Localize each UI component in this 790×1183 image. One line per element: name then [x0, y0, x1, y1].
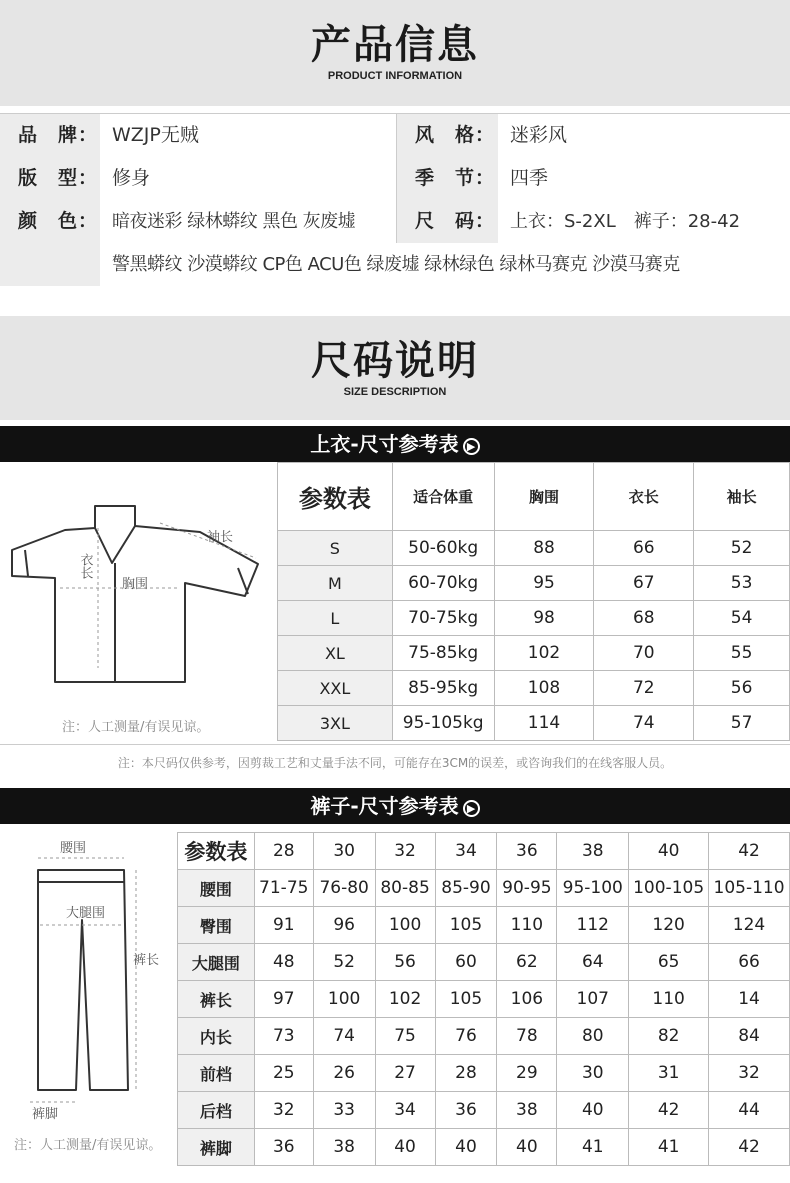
table-header: 28: [254, 833, 313, 870]
table-cell: S: [278, 531, 393, 566]
table-cell: L: [278, 601, 393, 636]
table-cell: 60-70kg: [392, 566, 494, 601]
table-cell: 62: [497, 944, 557, 981]
pants-size-bar-label: 裤子-尺寸参考表: [310, 794, 459, 818]
table-cell: 78: [497, 1018, 557, 1055]
illu-thigh-label: 大腿围: [66, 906, 106, 921]
table-cell: 前档: [178, 1055, 255, 1092]
table-cell: 14: [709, 981, 790, 1018]
table-cell: 68: [594, 601, 694, 636]
table-cell: 120: [629, 907, 709, 944]
table-cell: 114: [494, 706, 594, 741]
table-cell: 80: [557, 1018, 629, 1055]
info-row: [0, 114, 790, 157]
table-cell: 91: [254, 907, 313, 944]
illu-pants-length-label: 裤长: [133, 953, 160, 968]
table-row: [278, 671, 790, 706]
table-cell: 40: [557, 1092, 629, 1129]
table-cell: 105-110: [709, 870, 790, 907]
table-cell: 40: [375, 1129, 435, 1166]
table-row: [278, 601, 790, 636]
info-label: 风 格：: [396, 114, 498, 157]
table-cell: 102: [494, 636, 594, 671]
product-info-subtitle: PRODUCT INFORMATION: [327, 70, 463, 82]
table-cell: XL: [278, 636, 393, 671]
table-cell: 105: [435, 981, 497, 1018]
info-label: 季 节：: [396, 157, 498, 200]
table-header-row: [178, 833, 790, 870]
table-cell: 60: [435, 944, 497, 981]
product-info-title: 产品信息: [311, 22, 479, 68]
table-cell: 56: [375, 944, 435, 981]
table-cell: 110: [629, 981, 709, 1018]
table-cell: 76: [435, 1018, 497, 1055]
table-cell: 64: [557, 944, 629, 981]
table-row: [178, 1018, 790, 1055]
info-value: WZJP无贼: [100, 114, 396, 157]
table-cell: 40: [435, 1129, 497, 1166]
table-cell: 70-75kg: [392, 601, 494, 636]
table-header-row: [278, 463, 790, 531]
info-label: 版 型：: [0, 157, 100, 200]
table-cell: 70: [594, 636, 694, 671]
table-cell: 裤长: [178, 981, 255, 1018]
table-cell: 27: [375, 1055, 435, 1092]
table-header: 36: [497, 833, 557, 870]
table-cell: 42: [629, 1092, 709, 1129]
table-row: [178, 944, 790, 981]
info-label: 尺 码：: [396, 200, 498, 243]
table-cell: 大腿围: [178, 944, 255, 981]
table-cell: 25: [254, 1055, 313, 1092]
table-header: 34: [435, 833, 497, 870]
info-value: 迷彩风: [498, 114, 790, 157]
top-size-table: [277, 462, 790, 741]
table-cell: 36: [254, 1129, 313, 1166]
table-cell: 97: [254, 981, 313, 1018]
table-row: [178, 1129, 790, 1166]
table-cell: 38: [313, 1129, 375, 1166]
illu-length-label: 衣长: [77, 553, 93, 579]
table-row: [278, 566, 790, 601]
divider: [0, 744, 790, 745]
table-cell: 臀围: [178, 907, 255, 944]
info-label: 颜 色：: [0, 200, 100, 243]
table-header: 参数表: [278, 463, 393, 531]
table-cell: 3XL: [278, 706, 393, 741]
table-cell: 36: [435, 1092, 497, 1129]
table-cell: 80-85: [375, 870, 435, 907]
table-row: [278, 531, 790, 566]
table-cell: 40: [497, 1129, 557, 1166]
size-desc-title: 尺码说明: [311, 338, 479, 384]
top-footnote: 注：本尺码仅供参考，因剪裁工艺和丈量手法不同，可能存在3CM的误差，或咨询我们的在线客服人员。: [117, 756, 673, 770]
table-cell: 74: [594, 706, 694, 741]
table-cell: 95-105kg: [392, 706, 494, 741]
table-cell: 74: [313, 1018, 375, 1055]
table-cell: 96: [313, 907, 375, 944]
info-label-empty: [0, 243, 100, 286]
table-row: [178, 1055, 790, 1092]
circle-arrow-right-icon: ▶: [463, 438, 480, 455]
table-cell: 55: [694, 636, 790, 671]
illu-hem-label: 裤脚: [32, 1107, 59, 1122]
table-cell: 33: [313, 1092, 375, 1129]
table-cell: 31: [629, 1055, 709, 1092]
table-cell: 110: [497, 907, 557, 944]
table-cell: 53: [694, 566, 790, 601]
table-cell: 75-85kg: [392, 636, 494, 671]
table-header: 衣长: [594, 463, 694, 531]
product-info-header: [0, 0, 790, 106]
illu-sleeve-label: 袖长: [207, 530, 234, 545]
info-value: 警黑蟒纹 沙漠蟒纹 CP色 ACU色 绿废墟 绿林绿色 绿林马赛克 沙漠马赛克: [100, 243, 790, 286]
table-cell: 41: [557, 1129, 629, 1166]
table-cell: 98: [494, 601, 594, 636]
table-cell: 48: [254, 944, 313, 981]
table-cell: 95-100: [557, 870, 629, 907]
info-row: [0, 243, 790, 286]
table-cell: 112: [557, 907, 629, 944]
table-cell: M: [278, 566, 393, 601]
info-row: [0, 157, 790, 200]
table-cell: 内长: [178, 1018, 255, 1055]
table-cell: 30: [557, 1055, 629, 1092]
info-value: 修身: [100, 157, 396, 200]
table-cell: 100: [375, 907, 435, 944]
table-row: [178, 870, 790, 907]
table-cell: 72: [594, 671, 694, 706]
jacket-illustration: [0, 468, 276, 708]
top-size-bar-label: 上衣-尺寸参考表: [310, 432, 459, 456]
table-cell: 66: [709, 944, 790, 981]
table-header: 胸围: [494, 463, 594, 531]
info-label: 品 牌：: [0, 114, 100, 157]
table-cell: 124: [709, 907, 790, 944]
pants-illu-note: 注：人工测量/有误见谅。: [14, 1138, 162, 1153]
table-cell: 66: [594, 531, 694, 566]
table-cell: 106: [497, 981, 557, 1018]
table-header: 参数表: [178, 833, 255, 870]
table-cell: 107: [557, 981, 629, 1018]
size-desc-subtitle: SIZE DESCRIPTION: [343, 386, 447, 398]
table-cell: 52: [694, 531, 790, 566]
table-cell: 32: [254, 1092, 313, 1129]
table-cell: 57: [694, 706, 790, 741]
table-cell: 71-75: [254, 870, 313, 907]
table-cell: XXL: [278, 671, 393, 706]
table-cell: 67: [594, 566, 694, 601]
table-cell: 100-105: [629, 870, 709, 907]
table-cell: 56: [694, 671, 790, 706]
top-illu-note: 注：人工测量/有误见谅。: [62, 720, 210, 735]
table-header: 38: [557, 833, 629, 870]
table-cell: 75: [375, 1018, 435, 1055]
table-cell: 29: [497, 1055, 557, 1092]
pants-size-bar: [0, 788, 790, 824]
circle-arrow-right-icon: ▶: [463, 800, 480, 817]
illu-waist-label: 腰围: [60, 841, 87, 856]
table-cell: 34: [375, 1092, 435, 1129]
table-row: [178, 1092, 790, 1129]
product-info-table: [0, 113, 790, 275]
table-cell: 65: [629, 944, 709, 981]
table-header: 适合体重: [392, 463, 494, 531]
table-cell: 腰围: [178, 870, 255, 907]
size-desc-header: [0, 316, 790, 420]
illu-chest-label: 胸围: [122, 577, 149, 592]
table-cell: 38: [497, 1092, 557, 1129]
table-header: 32: [375, 833, 435, 870]
table-cell: 88: [494, 531, 594, 566]
table-cell: 73: [254, 1018, 313, 1055]
table-cell: 28: [435, 1055, 497, 1092]
info-row: [0, 200, 790, 243]
table-row: [178, 907, 790, 944]
table-cell: 85-95kg: [392, 671, 494, 706]
table-cell: 26: [313, 1055, 375, 1092]
info-value: 上衣：S-2XL 裤子：28-42: [498, 200, 790, 243]
table-cell: 54: [694, 601, 790, 636]
table-cell: 32: [709, 1055, 790, 1092]
table-header: 40: [629, 833, 709, 870]
table-cell: 95: [494, 566, 594, 601]
table-cell: 102: [375, 981, 435, 1018]
table-cell: 42: [709, 1129, 790, 1166]
table-cell: 100: [313, 981, 375, 1018]
table-cell: 84: [709, 1018, 790, 1055]
pants-size-table: [177, 832, 790, 1166]
table-cell: 44: [709, 1092, 790, 1129]
table-header: 袖长: [694, 463, 790, 531]
table-cell: 85-90: [435, 870, 497, 907]
info-value: 四季: [498, 157, 790, 200]
table-cell: 90-95: [497, 870, 557, 907]
pants-illustration: [0, 830, 176, 1160]
table-cell: 82: [629, 1018, 709, 1055]
table-cell: 105: [435, 907, 497, 944]
table-row: [178, 981, 790, 1018]
table-cell: 41: [629, 1129, 709, 1166]
table-cell: 后档: [178, 1092, 255, 1129]
table-cell: 52: [313, 944, 375, 981]
table-header: 30: [313, 833, 375, 870]
table-cell: 108: [494, 671, 594, 706]
table-row: [278, 636, 790, 671]
table-header: 42: [709, 833, 790, 870]
table-cell: 裤脚: [178, 1129, 255, 1166]
top-size-bar: [0, 426, 790, 462]
info-value: 暗夜迷彩 绿林蟒纹 黑色 灰废墟: [100, 200, 396, 243]
table-row: [278, 706, 790, 741]
table-cell: 76-80: [313, 870, 375, 907]
table-cell: 50-60kg: [392, 531, 494, 566]
